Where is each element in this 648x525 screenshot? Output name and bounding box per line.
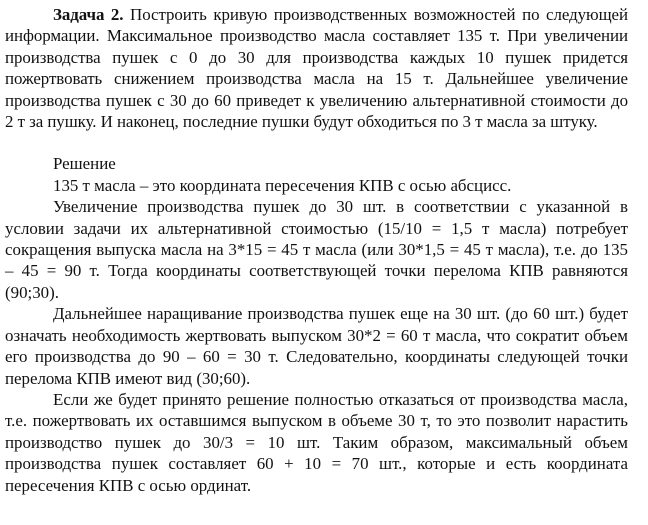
paragraph-spacer [5, 132, 628, 153]
solution-paragraph-1: 135 т масла – это координата пересечения КПВ с осью абсцисс. [53, 175, 512, 195]
solution-paragraph-4: Если же будет принято решение полностью отказаться от производства масла, т.е. пожертвовать их оставшимся выпуском в объеме 30 т, то это позволит нарастить производство пушек до 30/3 = 10 шт. Таким образом, максимальный объем производства пушек составляет 60 + 10 = 70 шт., которые и есть координата пересечения КПВ с осью ординат. [5, 389, 628, 495]
task-text: Построить кривую производственных возможностей по следующей информации. Максимальное производство масла составляет 135 т. При увеличении производства пушек с 0 до 30 для производства каждых 10 пушек придется пожертвовать снижением производства масла на 15 т. Дальнейшее увеличение производства пушек с 30 до 60 приведет к увеличению альтернативной стоимости до 2 т за пушку. И наконец, последние пушки будут обходиться по 3 т масла за штуку. [5, 5, 628, 132]
solution-paragraph-3: Дальнейшее наращивание производства пушек еще на 30 шт. (до 60 шт.) будет означать необходимость жертвовать выпуском 30*2 = 60 т масла, что сократит объем его производства до 90 – 60 = 30 т. Следовательно, координаты следующей точки перелома КПВ имеют вид (30;60). [5, 304, 628, 388]
solution-paragraph-2: Увеличение производства пушек до 30 шт. в соответствии с указанной в условии задачи их альтернативной стоимостью (15/10 = 1,5 т масла) потребует сокращения выпуска масла на 3*15 = 45 т масла (или 30*1,5 = 45 т масла), т.е. до 135 – 45 = 90 т. Тогда координаты соответствующей точки перелома КПВ равняются (90;30). [5, 197, 628, 302]
task-paragraph [5, 4, 628, 132]
solution-heading: Решение [53, 154, 116, 174]
task-label: Задача 2. [53, 5, 124, 24]
